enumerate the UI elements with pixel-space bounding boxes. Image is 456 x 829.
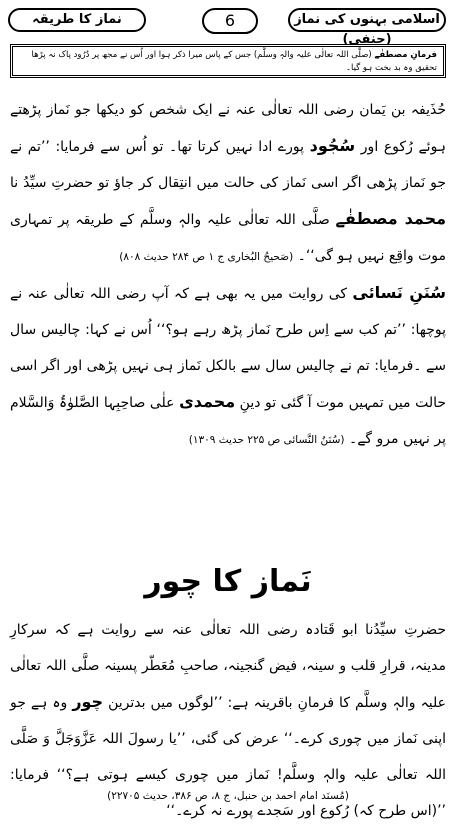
p2-emph-muhammadi: محمدی bbox=[179, 392, 236, 411]
banner-label: فرمانِ مصطفٰے bbox=[374, 50, 437, 60]
hadith-banner bbox=[10, 44, 446, 78]
section-heading: نَماز کا چور bbox=[144, 564, 312, 599]
book-title: اسلامی بہنوں کی نماز (حنفی) bbox=[288, 8, 446, 32]
p3-text-a: حضرتِ سیِّدُنا ابو قَتادہ رضی اللہ تعالٰی عنہ سے روایت ہے کہ سرکارِ مدینہ، قرارِ قلب و سینہ، فیض گنجینہ، صاحبِ مُعَطّر پسینہ صلَّی اللہ تعالٰی علیہ والہٖ وسلَّم کا فرمانِ باقرینہ ہے: ’’لوگوں میں بدترین bbox=[10, 622, 446, 711]
page-header bbox=[4, 4, 452, 47]
p1-text-a: حُذَیفہ بن یَمان رضی اللہ تعالٰی عنہ نے ایک شخص کو دیکھا جو نَماز پڑھتے ہوئے رُکوع اور bbox=[10, 102, 447, 155]
chapter-title: نماز کا طریقہ bbox=[8, 8, 146, 32]
p2-text-d: علٰی صاحِبِہا الصَّلوٰۃُ وَالسَّلام پر نہیں مرو گے۔ bbox=[10, 395, 446, 447]
reference-nasai: (سُنَنُ النَّسائی ص ۲۲۵ حدیث ۱۳۰۹) bbox=[188, 434, 345, 446]
p1-text-c: پورے ادا نہیں کرتا تھا۔ تو اُس سے فرمایا: ’’تم نے جو نَماز پڑھی اگر اسی نَماز کی حالت میں انتِقال کر جاؤ تو حضرتِ سیِّدُ نا bbox=[10, 139, 446, 191]
paragraph-1 bbox=[10, 92, 446, 275]
p3-text-c: وہ ہے جو اپنی نَماز میں چوری کرے۔‘‘ عرض کی گئی، ’’یا رسولَ اللہ عَزَّوَجَلَّ وَ صَلَّی اللہ تعالٰی علیہ والہٖ وسلَّم! نَماز میں چوری کیسے ہوتی ہے؟‘‘ فرمایا: ’’(اس طرح کہ) رُکوع اور سَجدے پورے نہ کرے۔‘‘ bbox=[10, 695, 446, 819]
p1-emph-name: محمد مصطفٰے bbox=[335, 209, 447, 228]
banner-text: (صلَّی اللہ تعالٰی علیہ والہٖ وسلَّم) جس کے پاس میرا ذکر ہوا اور اُس نے مجھ پر دُرُود پاک نہ پڑھا تحقیق وہ بد بخت ہو گیا۔ bbox=[31, 50, 437, 73]
paragraph-2 bbox=[10, 275, 446, 458]
p1-text-e: صلَّی اللہ تعالٰی علیہ والہٖ وسلَّم کے طریقہ پر تمہاری موت واقِع نہیں ہو گی‘‘۔ bbox=[10, 212, 446, 264]
p2-text-b: کی روایت میں یہ بھی ہے کہ آپ رضی اللہ تعالٰی عنہ نے پوچھا: ’’تم کب سے اِس طرح نَماز پڑھ رہے ہو؟‘‘ اُس نے کہا: چالیس سال سے ۔فرمایا: تم نے چالیس سال سے بالکل نَماز ہی نہیں پڑھی اور اگر اسی حالت میں تمہیں موت آ گئی تو دینِ bbox=[10, 286, 446, 411]
p2-emph-nasai: سُنَنِ نَسائی bbox=[352, 283, 446, 302]
reference-musnad: (مُسنَد امام احمد بن حنبل، ج ۸، ص ۳۸۶، حدیث ۲۲۷۰۵) bbox=[107, 790, 349, 802]
page-frame bbox=[4, 4, 452, 820]
p3-emph-chor: چور bbox=[72, 692, 104, 711]
page-number: 6 bbox=[202, 8, 258, 34]
section-one bbox=[10, 92, 446, 458]
p1-emph-sujood: سُجُود bbox=[309, 136, 356, 155]
reference-bukhari: (صَحیحُ البُخاری ج ۱ ص ۲۸۴ حدیث ۸۰۸) bbox=[119, 251, 294, 263]
